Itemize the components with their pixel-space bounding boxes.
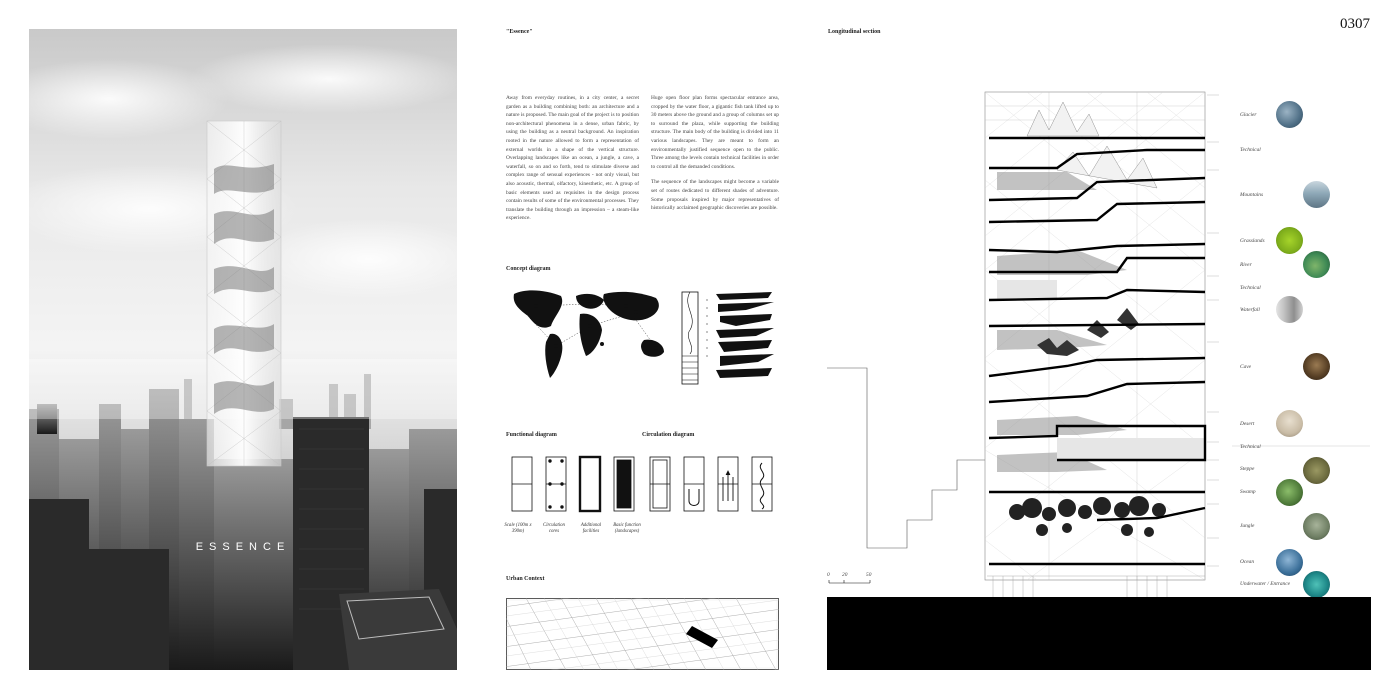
legend-swatch-steppe xyxy=(1303,457,1330,484)
legend-swatch-swamp xyxy=(1276,479,1303,506)
legend-label-desert: Desert xyxy=(1240,421,1255,427)
urban-context-map xyxy=(506,598,779,670)
hero-render xyxy=(29,29,457,670)
intro-column-2 xyxy=(651,94,779,220)
legend-swatch-desert xyxy=(1276,410,1303,437)
legend-label-technical: Technical xyxy=(1240,444,1261,450)
landscape-stack-diagram xyxy=(682,292,708,384)
landscape-layers-diagram xyxy=(716,292,774,378)
concept-diagram-heading: Concept diagram xyxy=(506,266,551,272)
legend-label-swamp: Swamp xyxy=(1240,489,1256,495)
legend-label-glacier: Glacier xyxy=(1240,112,1257,118)
legend-label-waterfall: Waterfall xyxy=(1240,307,1260,313)
scale-label: 0 xyxy=(827,572,830,578)
urban-context-heading: Urban Context xyxy=(506,576,545,582)
tower-render xyxy=(207,121,281,466)
legend-label-mountains: Mountains xyxy=(1240,192,1264,198)
project-title: ESSENCE xyxy=(195,541,291,553)
caption-scale: Scale (100m x 390m) xyxy=(504,523,532,534)
legend-label-underwater-entrance: Underwater / Entrance xyxy=(1240,581,1291,587)
legend-swatch-ocean xyxy=(1276,549,1303,576)
function-circulation-diagrams xyxy=(506,455,781,515)
caption-additional-facilities: Additional facilities xyxy=(580,523,602,534)
circulation-cores-diagram xyxy=(546,457,566,511)
intro-paragraph: Huge open floor plan forms spectacular entrance area, cropped by the water floor, a gigantic fish tank lifted up to 30 meters above the ground and a group of columns set up to surround the plaza, while supporting the building structure. The main body of the building is divided into 11 various landscapes. They are meant to form an environmentally justified sequence open to the public. Three among the levels contain technical facilities in order to control all the demanded conditions. xyxy=(651,95,779,170)
caption-basic-function: Basic function (landscapes) xyxy=(613,523,641,534)
legend-label-river: River xyxy=(1240,262,1252,268)
intro-paragraph: Away from everyday routines, in a city center, a secret garden as a building combining both: an architecture and a nature is proposed. The main goal of the project is to position non-architectural phenomena in a dense, urban fabric, by using the building as a neutral background. An inspiration rooted in the nature allowed to form a representation of external worlds in a shape of the vertical structure. Overlapping landscapes like an ocean, a jungle, a cave, a waterfall, so on and so forth, tend to stimulate diverse and complex range of sensual experiences - not only visual, but also acoustic, thermal, olfactory, kinesthetic, etc. A group of basic elements used as requisites in the design process contain results of some of the environmental processes. They translate the building through an impression – a steam-like experience. xyxy=(506,95,639,222)
legend-swatch-mountains xyxy=(1303,181,1330,208)
intro-paragraph: The sequence of the landscapes might become a variable set of routes dedicated to different shades of adventure. Some proposals inspired by major representatives of historically acclaimed geographic discoveries are possible. xyxy=(651,179,779,212)
scale-bar xyxy=(828,578,872,584)
legend-swatch-river xyxy=(1303,251,1330,278)
legend-label-cave: Cave xyxy=(1240,364,1252,370)
legend-label-steppe: Steppe xyxy=(1240,466,1255,472)
scale-label: 20 xyxy=(842,572,848,578)
legend-label-technical: Technical xyxy=(1240,285,1261,291)
intro-heading: "Essence" xyxy=(506,29,533,35)
circulation-diagram-4 xyxy=(752,457,772,511)
legend-label-jungle: Jungle xyxy=(1240,523,1255,529)
circulation-diagram-2 xyxy=(684,457,704,511)
legend-swatch-cave xyxy=(1303,353,1330,380)
circulation-diagram-3 xyxy=(718,457,738,511)
legend-swatch-jungle xyxy=(1303,513,1330,540)
basic-function-diagram xyxy=(614,457,634,511)
intro-column-1 xyxy=(506,94,639,230)
circulation-diagram-1 xyxy=(650,457,670,511)
circulation-diagram-heading: Circulation diagram xyxy=(642,432,695,438)
section-heading: Longitudinal section xyxy=(828,29,881,35)
concept-diagram xyxy=(506,286,778,386)
scale-label: 50 xyxy=(866,572,872,578)
legend-swatch-waterfall xyxy=(1276,296,1303,323)
legend-label-grasslands: Grasslands xyxy=(1240,238,1265,244)
legend-label-ocean: Ocean xyxy=(1240,559,1255,565)
legend-swatch-underwater-entrance xyxy=(1303,571,1330,598)
functional-diagram-heading: Functional diagram xyxy=(506,432,557,438)
legend-label-technical: Technical xyxy=(1240,147,1261,153)
hero-render-image xyxy=(29,29,457,670)
section-footer-band xyxy=(827,597,1371,670)
additional-facilities-diagram xyxy=(580,457,600,511)
legend-swatch-glacier xyxy=(1276,101,1303,128)
legend-swatch-grasslands xyxy=(1276,227,1303,254)
longitudinal-section-drawing xyxy=(827,80,1227,600)
scale-diagram xyxy=(512,457,532,511)
sheet-number: 0307 xyxy=(1340,16,1370,32)
caption-circulation-cores: Circulation cores xyxy=(543,523,565,534)
